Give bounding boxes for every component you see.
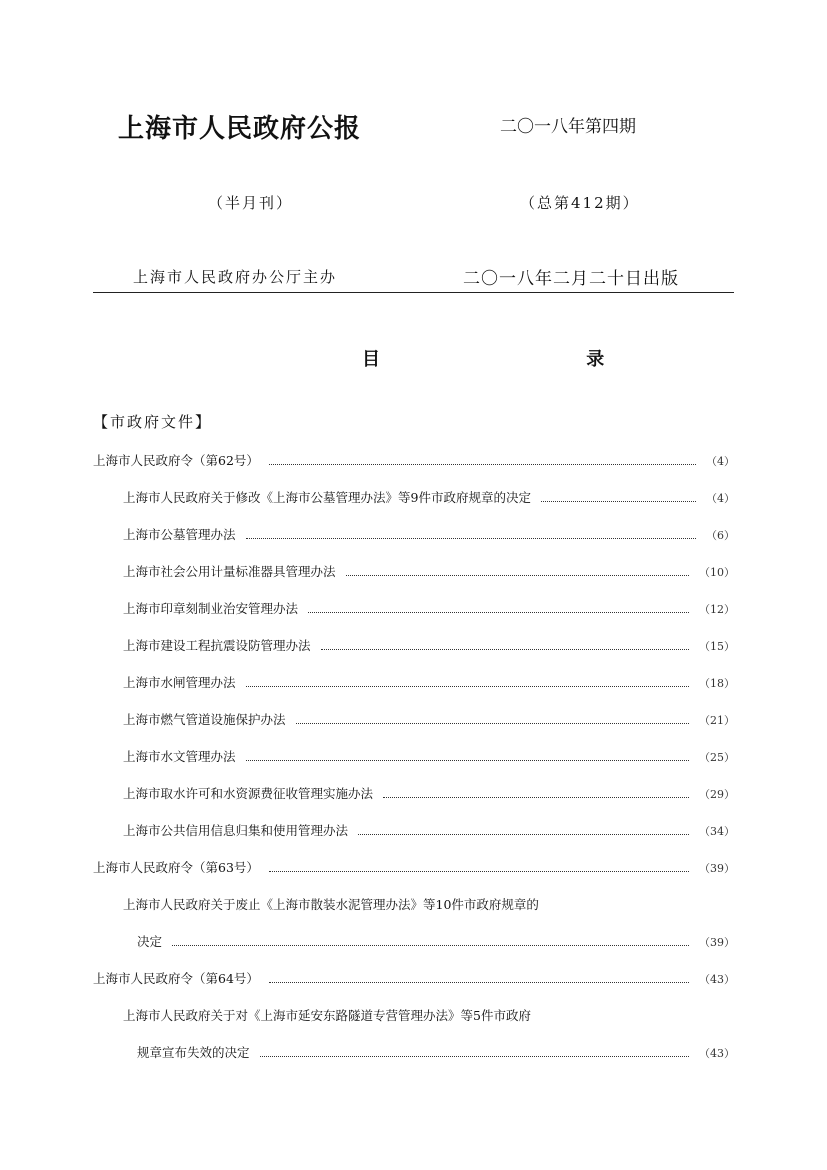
total-issue: （总第412期） — [520, 194, 640, 212]
toc-entry[interactable] — [123, 1006, 735, 1026]
toc-entry[interactable] — [123, 895, 735, 915]
toc-entry[interactable] — [123, 488, 735, 508]
toc-entry-label: 上海市人民政府令（第64号） — [93, 971, 259, 986]
toc-entry-label: 上海市取水许可和水资源费征收管理实施办法 — [123, 786, 374, 801]
toc-entry-page: （43） — [699, 1047, 735, 1060]
dot-leader — [346, 574, 689, 576]
toc-entry[interactable] — [123, 747, 735, 767]
host-organization: 上海市人民政府办公厅主办 — [133, 268, 338, 286]
section-heading: 【市政府文件】 — [93, 413, 213, 431]
toc-entry[interactable] — [123, 525, 735, 545]
toc-entry-page: （15） — [699, 640, 735, 653]
toc-entry-page: （39） — [699, 862, 735, 875]
toc-entry[interactable] — [137, 932, 735, 952]
toc-entry-label: 上海市公共信用信息归集和使用管理办法 — [123, 823, 349, 838]
toc-entry-page: （4） — [706, 455, 735, 468]
toc-entry[interactable] — [93, 451, 735, 471]
issue-number: 二〇一八年第四期 — [500, 117, 636, 137]
toc-entry-label: 上海市人民政府关于对《上海市延安东路隧道专营管理办法》等5件市政府 — [123, 1008, 531, 1023]
dot-leader — [260, 1055, 689, 1057]
dot-leader — [296, 722, 689, 724]
dot-leader — [172, 944, 689, 946]
toc-entry[interactable] — [93, 969, 735, 989]
toc-entry-page: （18） — [699, 677, 735, 690]
toc-entry-label: 决定 — [137, 934, 163, 949]
dot-leader — [321, 648, 689, 650]
dot-leader — [269, 870, 689, 872]
toc-entry[interactable] — [123, 599, 735, 619]
toc-entry[interactable] — [123, 710, 735, 730]
toc-entry-page: （43） — [699, 973, 735, 986]
toc-entry-page: （10） — [699, 566, 735, 579]
toc-entry-page: （25） — [699, 751, 735, 764]
toc-entry-label: 上海市人民政府关于废止《上海市散装水泥管理办法》等10件市政府规章的 — [123, 897, 539, 912]
gazette-title: 上海市人民政府公报 — [118, 114, 362, 144]
toc-entry-label: 上海市社会公用计量标准器具管理办法 — [123, 564, 336, 579]
toc-entry-label: 上海市水闸管理办法 — [123, 675, 236, 690]
toc-entry-label: 上海市人民政府关于修改《上海市公墓管理办法》等9件市政府规章的决定 — [123, 490, 531, 505]
toc-entry[interactable] — [123, 636, 735, 656]
toc-entry-label: 上海市燃气管道设施保护办法 — [123, 712, 286, 727]
toc-entry-page: （29） — [699, 788, 735, 801]
toc-entry[interactable] — [137, 1043, 735, 1063]
toc-entry-label: 上海市公墓管理办法 — [123, 527, 236, 542]
toc-entry-page: （4） — [706, 492, 735, 505]
toc-entry[interactable] — [123, 562, 735, 582]
toc-entry-page: （21） — [699, 714, 735, 727]
toc-entry-label: 上海市建设工程抗震设防管理办法 — [123, 638, 311, 653]
toc-entry-label: 上海市水文管理办法 — [123, 749, 236, 764]
dot-leader — [358, 833, 689, 835]
toc-entry[interactable] — [123, 821, 735, 841]
dot-leader — [246, 537, 696, 539]
toc-title: 目 录 — [362, 349, 675, 370]
toc-entry-page: （39） — [699, 936, 735, 949]
dot-leader — [246, 685, 689, 687]
header-divider — [93, 292, 734, 293]
toc-entry[interactable] — [123, 784, 735, 804]
toc-entry-label: 规章宣布失效的决定 — [137, 1045, 250, 1060]
toc-entry-page: （34） — [699, 825, 735, 838]
toc-entry[interactable] — [93, 858, 735, 878]
dot-leader — [246, 759, 689, 761]
frequency: （半月刊） — [208, 194, 294, 212]
dot-leader — [308, 611, 689, 613]
publish-date: 二〇一八年二月二十日出版 — [463, 269, 679, 289]
toc-entry[interactable] — [123, 673, 735, 693]
dot-leader — [383, 796, 689, 798]
dot-leader — [269, 981, 689, 983]
toc-entry-page: （6） — [706, 529, 735, 542]
toc-entry-page: （12） — [699, 603, 735, 616]
toc-entry-label: 上海市印章刻制业治安管理办法 — [123, 601, 299, 616]
toc-entry-label: 上海市人民政府令（第63号） — [93, 860, 259, 875]
dot-leader — [541, 500, 696, 502]
toc-entry-label: 上海市人民政府令（第62号） — [93, 453, 259, 468]
dot-leader — [269, 463, 696, 465]
